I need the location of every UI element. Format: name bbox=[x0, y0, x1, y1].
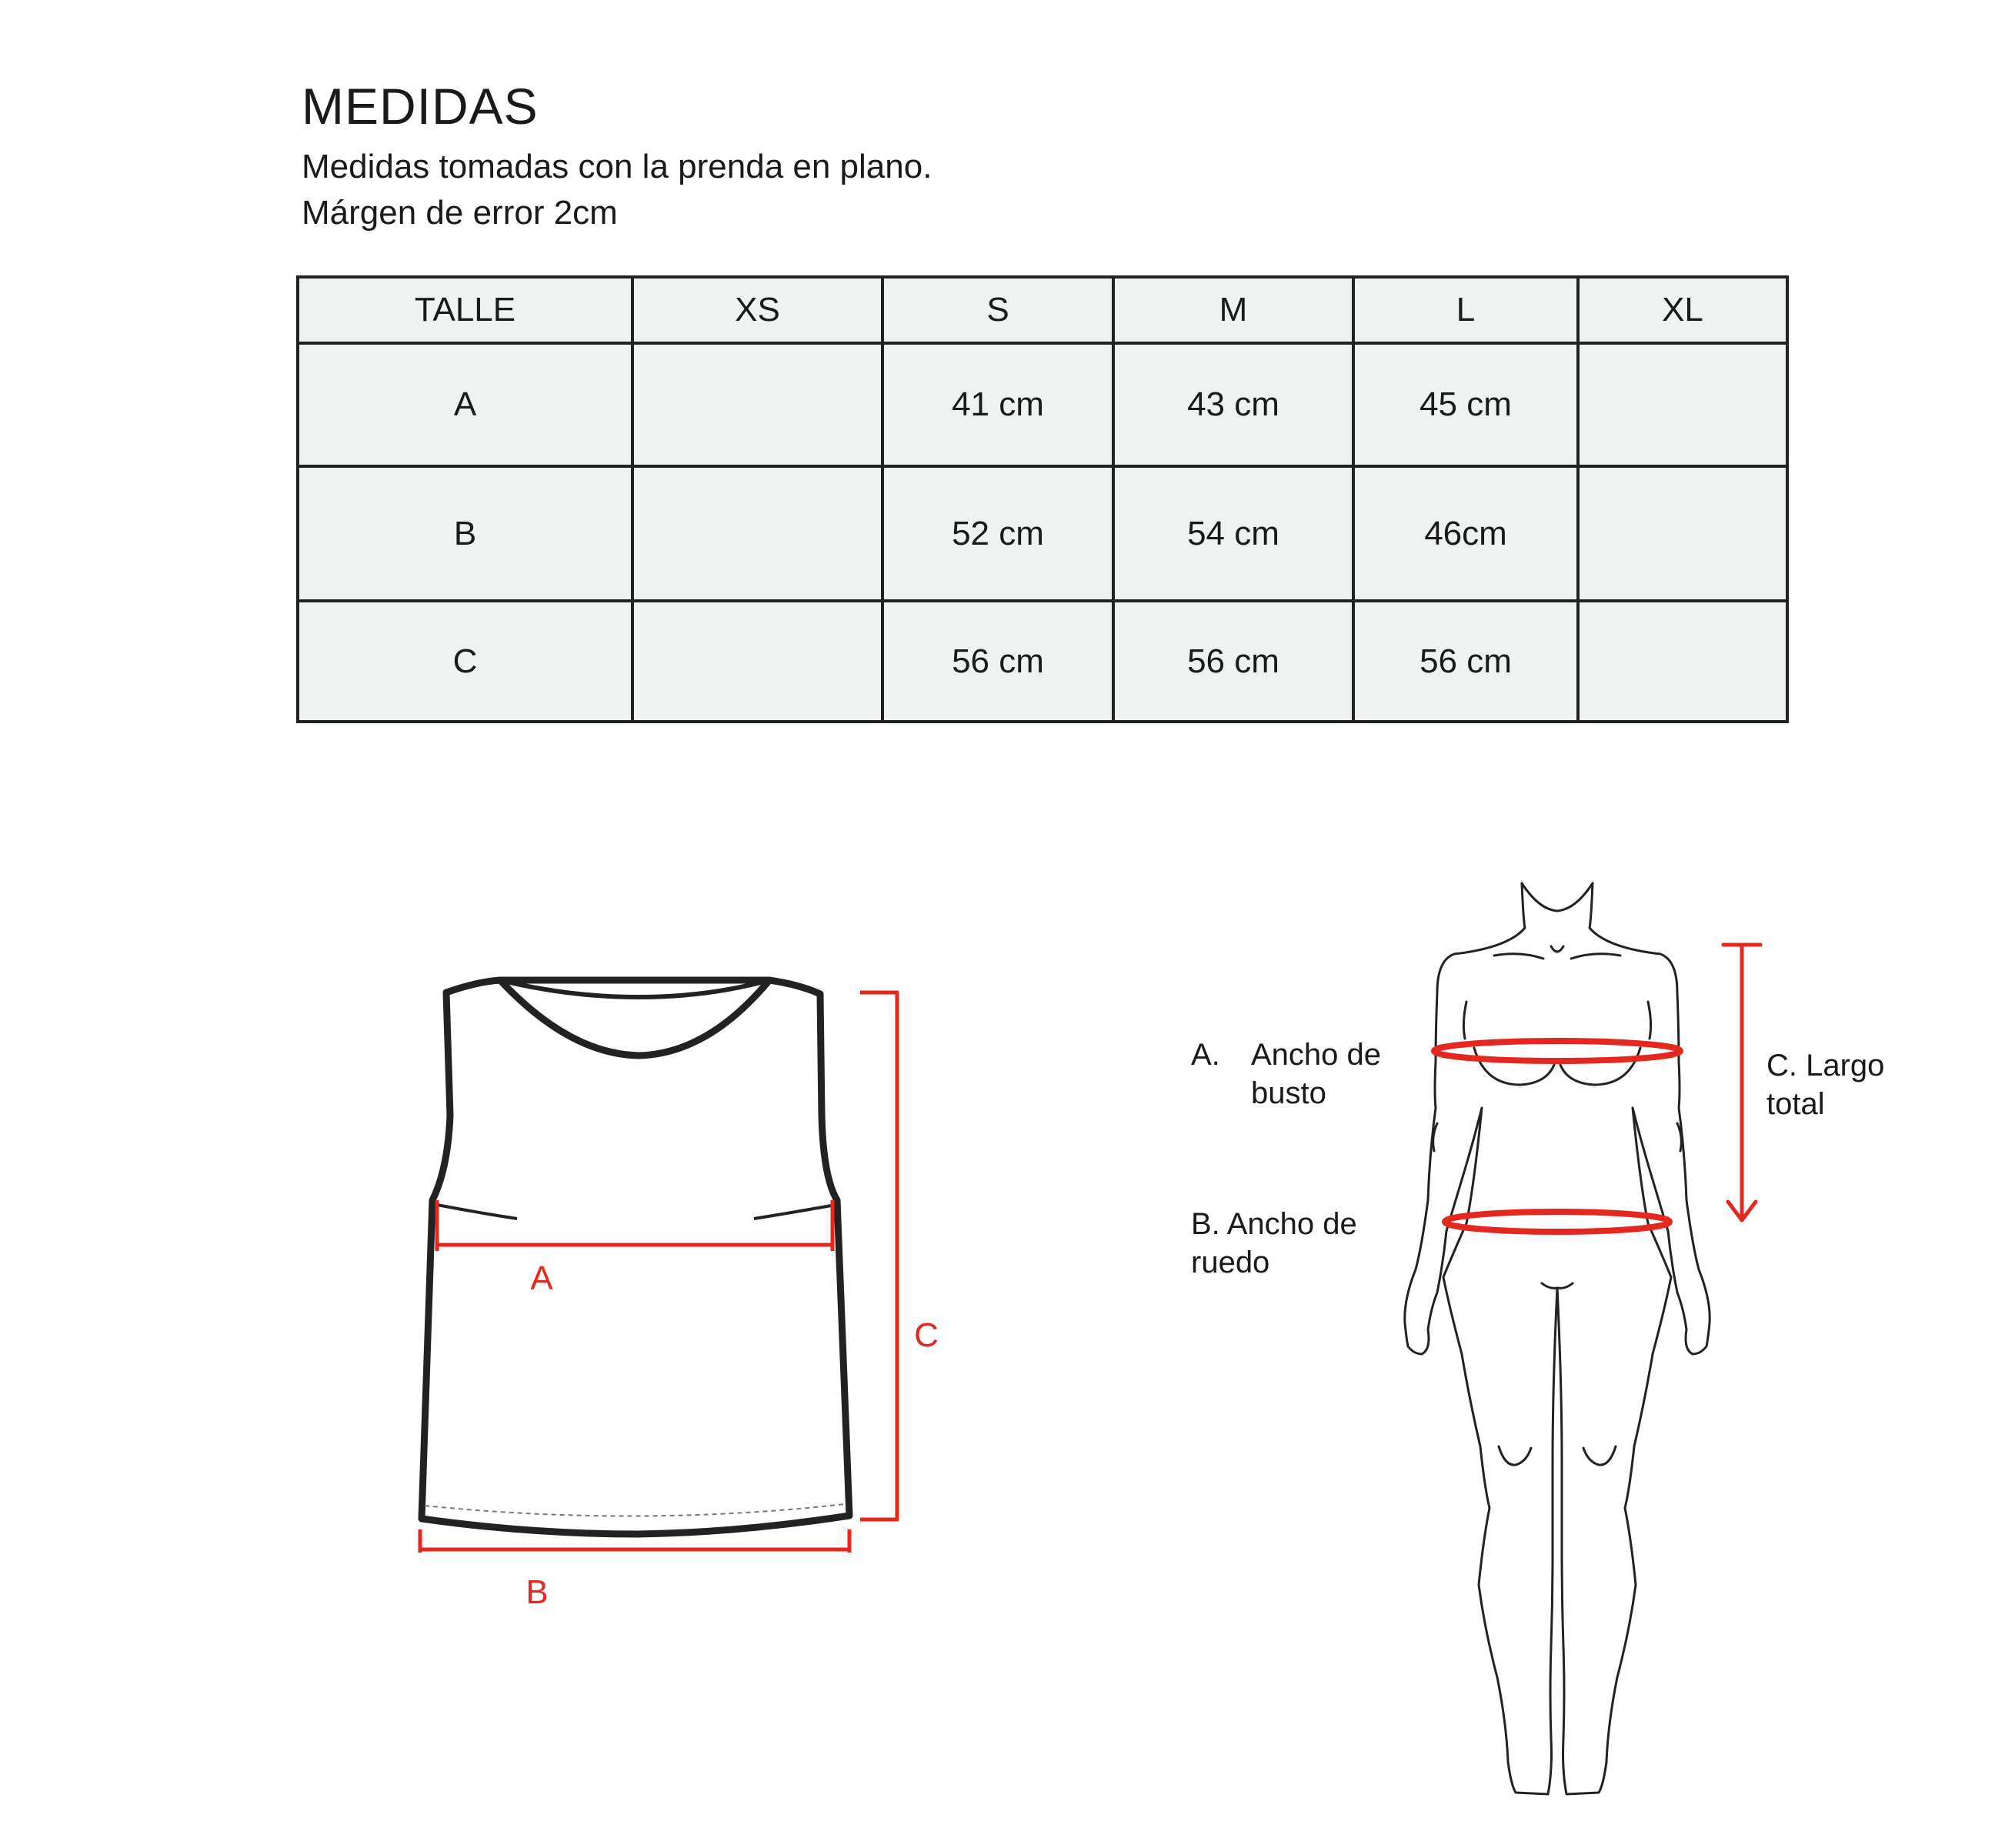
cell-m: 43 cm bbox=[1113, 343, 1353, 466]
body-clavicle-center bbox=[1551, 946, 1563, 952]
body-bust-left bbox=[1474, 1048, 1554, 1085]
label-a-line1: Ancho de bbox=[1251, 1038, 1382, 1072]
subtitle-error-margin: Márgen de error 2cm bbox=[302, 194, 618, 232]
label-b-line2: ruedo bbox=[1191, 1246, 1270, 1279]
header-cell-l: L bbox=[1353, 277, 1578, 343]
subtitle-measure-note: Medidas tomadas con la prenda en plano. bbox=[302, 148, 932, 185]
cell-m: 54 cm bbox=[1113, 466, 1353, 601]
body-arm-left-crease bbox=[1463, 1002, 1466, 1039]
header-cell-s: S bbox=[882, 277, 1113, 343]
row-label: B bbox=[298, 466, 632, 601]
body-diagram bbox=[1405, 883, 1760, 1794]
body-knee-right bbox=[1583, 1446, 1616, 1465]
garment-diagram bbox=[420, 980, 939, 1611]
cell-l: 45 cm bbox=[1353, 343, 1578, 466]
measure-a-label: A bbox=[530, 1259, 553, 1297]
hem-measure-ring bbox=[1445, 1212, 1670, 1232]
body-arm-right-crease bbox=[1648, 1002, 1651, 1039]
bust-measure-ring bbox=[1434, 1041, 1680, 1061]
body-chin bbox=[1522, 883, 1593, 911]
cell-l: 56 cm bbox=[1353, 601, 1578, 722]
label-b-line1: B. Ancho de bbox=[1191, 1207, 1357, 1241]
body-figure-outline bbox=[1405, 883, 1710, 1794]
body-bust-right bbox=[1560, 1048, 1640, 1085]
label-a-prefix: A. bbox=[1191, 1038, 1220, 1072]
cell-s: 52 cm bbox=[882, 466, 1113, 601]
body-crotch bbox=[1542, 1283, 1573, 1288]
measure-b-label: B bbox=[525, 1573, 549, 1611]
cell-m: 56 cm bbox=[1113, 601, 1353, 722]
row-label: A bbox=[298, 343, 632, 466]
header-cell-m: M bbox=[1113, 277, 1353, 343]
row-label: C bbox=[298, 601, 632, 722]
header-cell-xs: XS bbox=[632, 277, 882, 343]
label-a-line2: busto bbox=[1251, 1076, 1326, 1110]
cell-s: 56 cm bbox=[882, 601, 1113, 722]
garment-outline bbox=[422, 980, 849, 1534]
page-title: MEDIDAS bbox=[302, 78, 539, 135]
body-diagram-labels bbox=[1191, 1038, 1884, 1279]
body-collarbone-left bbox=[1494, 954, 1543, 959]
label-c-line2: total bbox=[1766, 1087, 1825, 1121]
cell-l: 46cm bbox=[1353, 466, 1578, 601]
cell-s: 41 cm bbox=[882, 343, 1113, 466]
header-cell-xl: XL bbox=[1578, 277, 1787, 343]
body-knee-left bbox=[1499, 1446, 1531, 1465]
body-collarbone-right bbox=[1571, 954, 1620, 959]
header-cell-talle: TALLE bbox=[298, 277, 632, 343]
label-c-line1: C. Largo bbox=[1766, 1049, 1885, 1082]
measure-c-label: C bbox=[914, 1316, 939, 1354]
